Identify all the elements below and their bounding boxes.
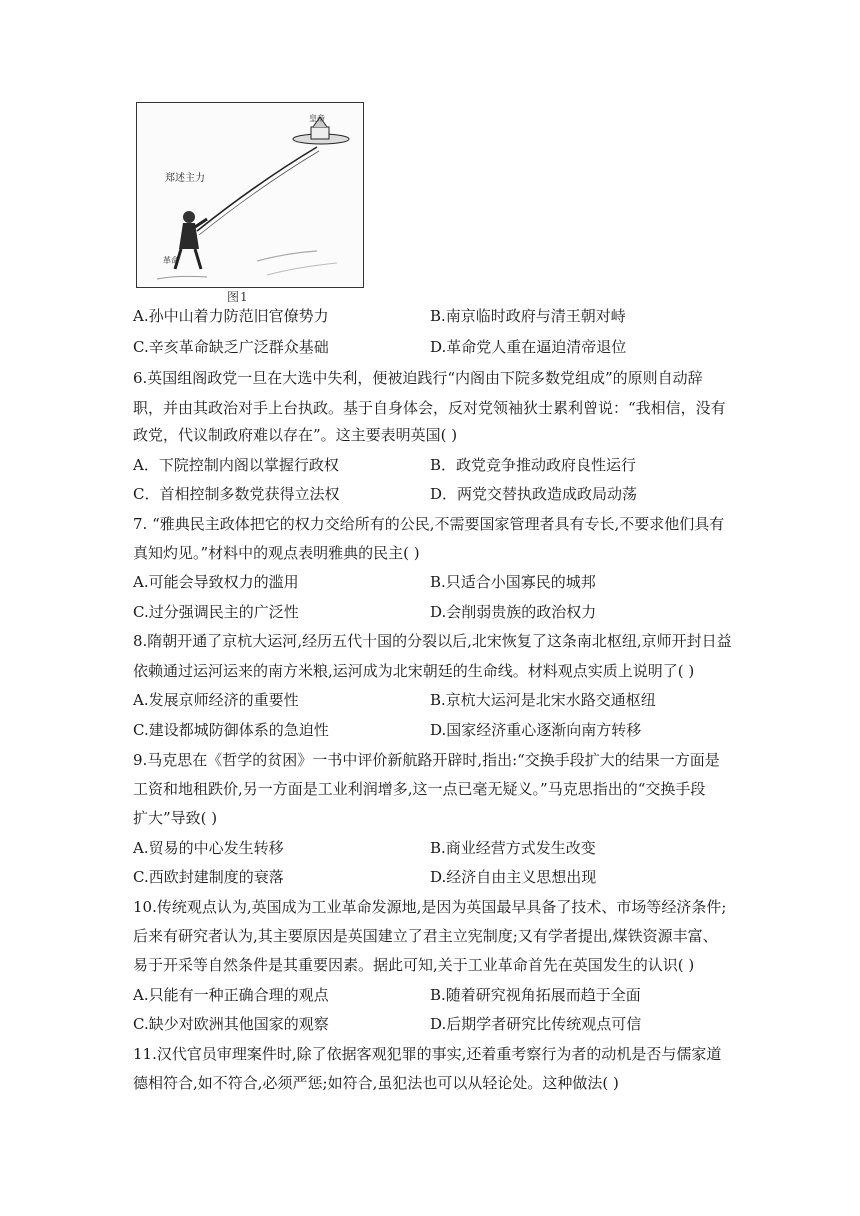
q9-stem-line-2: 工资和地租跌价,另一方面是工业利润增多,这一点已毫无疑义。”马克思指出的“交换手段: [133, 780, 706, 798]
q6-option-b: B．政党竞争推动政府良性运行: [430, 456, 637, 474]
q7-option-c: C.过分强调民主的广泛性: [133, 603, 299, 621]
q8-stem-line-1: 8.隋朝开通了京杭大运河,经历五代十国的分裂以后,北宋恢复了这条南北枢纽,京师开封日益: [133, 632, 732, 650]
q8-option-d: D.国家经济重心逐渐向南方转移: [430, 721, 642, 739]
q6-stem-line-2: 职，并由其政治对手上台执政。基于自身体会，反对党领袖狄士累利曾说：“我相信，没有: [133, 399, 726, 417]
q6-stem-line-3: 政党，代议制政府难以存在”。这主要表明英国( ): [133, 426, 458, 444]
q6-option-d: D．两党交替执政造成政局动荡: [430, 485, 638, 503]
q10-stem-line-2: 后来有研究者认为,其主要原因是英国建立了君主立宪制度;又有学者提出,煤铁资源丰富、: [133, 927, 718, 945]
q10-option-c: C.缺少对欧洲其他国家的观察: [133, 1015, 329, 1033]
q9-option-c: C.西欧封建制度的衰落: [133, 868, 284, 886]
q9-stem-line-1: 9.马克思在《哲学的贫困》一书中评价新航路开辟时,指出:“交换手段扩大的结果一方面是: [133, 751, 720, 769]
q7-option-d: D.会削弱贵族的政治权力: [430, 603, 597, 621]
figure-caption: 图1: [227, 290, 249, 304]
q8-stem-line-2: 依赖通过运河运来的南方米粮,运河成为北宋朝廷的生命线。材料观点实质上说明了( ): [133, 662, 695, 680]
q7-stem-line-1: 7. “雅典民主政体把它的权力交给所有的公民,不需要国家管理者具有专长,不要求他们具有: [133, 515, 725, 533]
q9-stem-line-3: 扩大”导致( ): [133, 809, 218, 827]
cartoon-figure: [136, 102, 364, 288]
cartoon-caption-top: 皇帝: [309, 114, 325, 123]
q9-option-b: B.商业经营方式发生改变: [430, 839, 596, 857]
q10-option-b: B.随着研究视角拓展而趋于全面: [430, 986, 641, 1004]
q6-stem-line-1: 6.英国组阁政党一旦在大选中失利，便被迫践行“内阁由下院多数党组成”的原则自动辞: [133, 369, 703, 387]
q10-stem-line-3: 易于开采等自然条件是其重要因素。据此可知,关于工业革命首先在英国发生的认识( ): [133, 956, 695, 974]
q8-option-a: A.发展京师经济的重要性: [133, 691, 299, 709]
q8-option-c: C.建设都城防御体系的急迫性: [133, 721, 329, 739]
q10-option-d: D.后期学者研究比传统观点可信: [430, 1015, 642, 1033]
q7-option-a: A.可能会导致权力的滥用: [133, 573, 299, 591]
q11-stem-line-1: 11.汉代官员审理案件时,除了依据客观犯罪的事实,还着重考察行为者的动机是否与儒家道: [133, 1045, 722, 1063]
q5-option-c: C.辛亥革命缺乏广泛群众基础: [133, 338, 329, 356]
q5-option-b: B.南京临时政府与清王朝对峙: [430, 307, 626, 325]
q5-option-a: A.孙中山着力防范旧官僚势力: [133, 307, 329, 325]
cartoon-caption-bottom: 革命: [163, 256, 179, 265]
q6-option-c: C．首相控制多数党获得立法权: [133, 485, 340, 503]
q10-stem-line-1: 10.传统观点认为,英国成为工业革命发源地,是因为英国最早具备了技术、市场等经济条件;: [133, 898, 727, 916]
cartoon-illustration: [137, 103, 363, 287]
q9-option-a: A.贸易的中心发生转移: [133, 839, 284, 857]
q8-option-b: B.京杭大运河是北宋水路交通枢纽: [430, 691, 656, 709]
q7-stem-line-2: 真知灼见。”材料中的观点表明雅典的民主( ): [133, 544, 420, 562]
q7-option-b: B.只适合小国寡民的城邦: [430, 573, 596, 591]
q6-option-a: A．下院控制内阁以掌握行政权: [133, 456, 339, 474]
q9-option-d: D.经济自由主义思想出现: [430, 868, 597, 886]
q5-option-d: D.革命党人重在逼迫清帝退位: [430, 338, 627, 356]
q10-option-a: A.只能有一种正确合理的观点: [133, 986, 329, 1004]
q11-stem-line-2: 德相符合,如不符合,必须严惩;如符合,虽犯法也可以从轻论处。这种做法( ): [133, 1074, 619, 1092]
cartoon-caption-left: 郑述主力: [165, 173, 205, 184]
